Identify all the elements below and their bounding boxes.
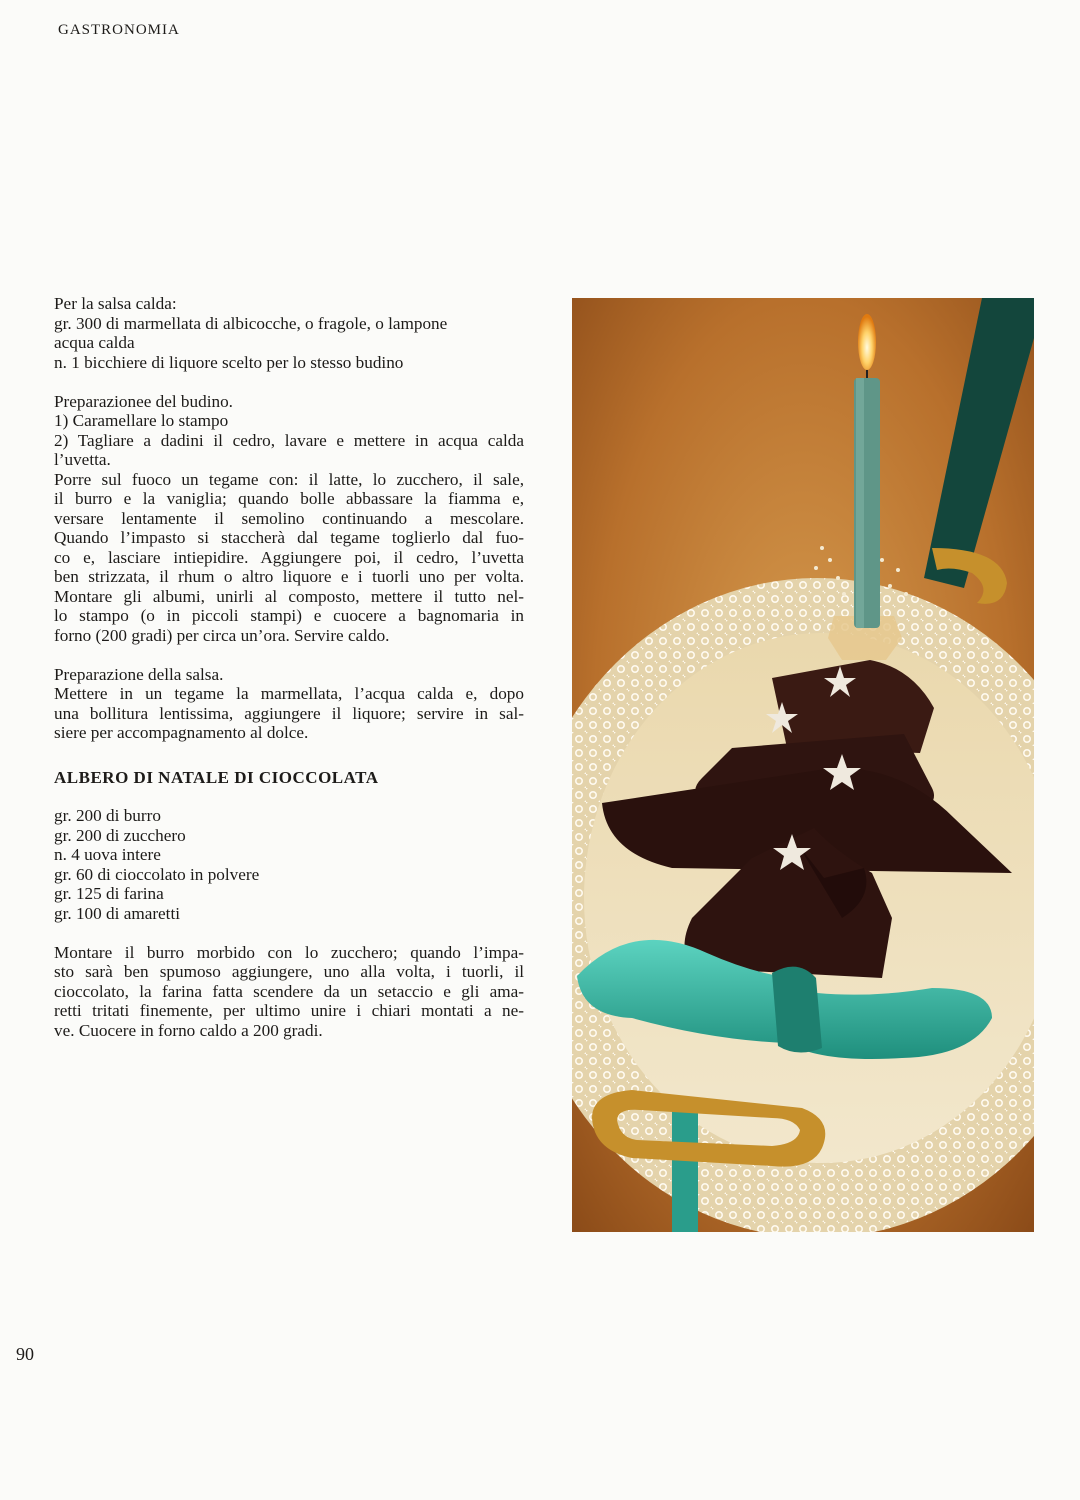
- tree-ingredient: gr. 60 di cioccolato in polvere: [54, 864, 260, 884]
- tree-method-line: sto sarà ben spumoso aggiungere, uno alla volta, i tuorli, il: [54, 962, 524, 981]
- sauce-prep-line: siere per accompagnamento al dolce.: [54, 723, 309, 742]
- teal-ribbon-tail: [672, 1098, 698, 1232]
- sauce-ingredient: acqua calda: [54, 333, 135, 352]
- pudding-prep-line: versare lentamente il semolino continuando a mescolare.: [54, 508, 524, 528]
- pudding-prep-line: Montare gli albumi, unirli al composto, mettere il tutto nel-: [54, 586, 524, 606]
- running-head: GASTRONOMIA: [58, 22, 180, 38]
- tree-ingredient: gr. 100 di amaretti: [54, 903, 181, 923]
- tree-method-line: Montare il burro morbido con lo zucchero; quando l’impa-: [54, 942, 524, 962]
- pudding-prep-line: ben strizzata, il rhum o altro liquore e i tuorli uno per volta.: [54, 567, 524, 586]
- sauce-prep-heading: Preparazione della salsa.: [54, 664, 224, 684]
- pudding-prep-line: l’uvetta.: [54, 450, 111, 469]
- pudding-prep-line: forno (200 gradi) per circa un’ora. Servire caldo.: [54, 625, 390, 645]
- tree-ingredient: gr. 200 di zucchero: [54, 825, 186, 845]
- candle-flame-icon: [858, 314, 876, 370]
- sauce-ingredient: gr. 300 di marmellata di albicocche, o fragole, o lampone: [54, 313, 448, 333]
- sauce-prep-line: Mettere in un tegame la marmellata, l’acqua calda e, dopo: [54, 684, 524, 703]
- sauce-ingredient: n. 1 bicchiere di liquore scelto per lo stesso budino: [54, 352, 404, 372]
- tree-method-line: ve. Cuocere in forno caldo a 200 gradi.: [54, 1020, 323, 1040]
- article-text: [54, 294, 524, 1040]
- pudding-prep-heading: Preparazionee del budino.: [54, 391, 233, 411]
- sauce-prep-line: una bollitura lentissima, aggiungere il liquore; servire in sal-: [54, 703, 524, 723]
- tree-method-line: cioccolato, la farina fatta scendere da un setaccio e gli ama-: [54, 981, 524, 1001]
- recipe-title: ALBERO DI NATALE DI CIOCCOLATA: [54, 767, 379, 787]
- pudding-prep-line: lo stampo (o in piccoli stampi) e cuocere a bagnomaria in: [54, 606, 524, 625]
- pudding-prep-line: il burro e la vaniglia; quando bolle abbassare la fiamma e,: [54, 489, 524, 508]
- pudding-step: 1) Caramellare lo stampo: [54, 411, 229, 430]
- chocolate-tree-photo: [572, 298, 1034, 1232]
- pudding-prep-line: Quando l’impasto si staccherà dal tegame toglierlo dal fuo-: [54, 528, 524, 547]
- pudding-prep-line: Porre sul fuoco un tegame con: il latte, lo zucchero, il sale,: [54, 469, 524, 489]
- tree-ingredient: n. 4 uova intere: [54, 845, 161, 864]
- tree-ingredient: gr. 125 di farina: [54, 884, 164, 903]
- sauce-heading: Per la salsa calda:: [54, 294, 177, 313]
- page-number: 90: [16, 1344, 34, 1364]
- tree-ingredient: gr. 200 di burro: [54, 806, 161, 825]
- pudding-prep-line: co e, lasciare intiepidire. Aggiungere poi, il cedro, l’uvetta: [54, 547, 524, 567]
- tree-method-line: retti tritati finemente, per ultimo unire i chiari montati a ne-: [54, 1001, 524, 1020]
- pudding-step: 2) Tagliare a dadini il cedro, lavare e mettere in acqua calda: [54, 430, 524, 450]
